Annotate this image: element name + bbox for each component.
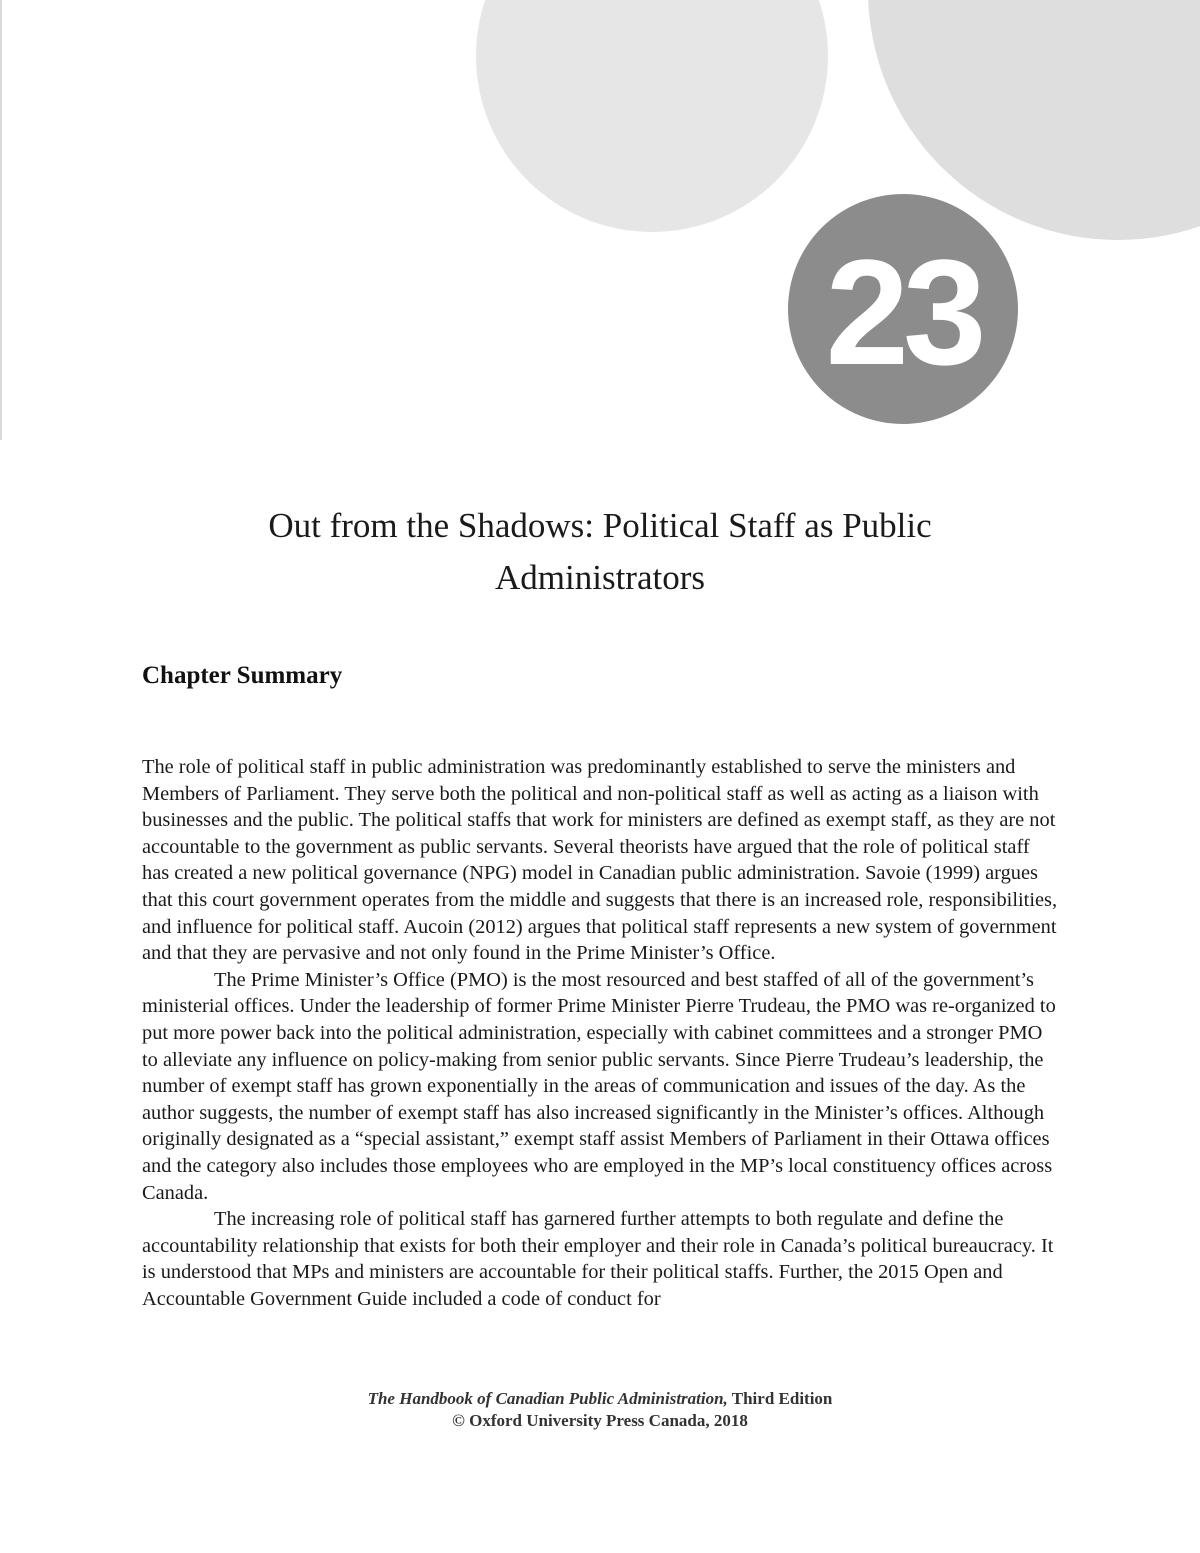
chapter-title: Out from the Shadows: Political Staff as Public Administrators	[268, 506, 932, 597]
paragraph: The Prime Minister’s Office (PMO) is the most resourced and best staffed of all of the government’s ministerial offices. Under the leadership of former Prime Minister Pierre Trudeau, the PMO was re-organized to put more power back into the political administration, especially with cabinet committees and a stronger PMO to alleviate any influence on policy-making from senior public servants. Since Pierre Trudeau’s leadership, the number of exempt staff has grown exponentially in the areas of communication and issues of the day. As the author suggests, the number of exempt staff has also increased significantly in the Minister’s offices. Although originally designated as a “special assistant,” exempt staff assist Members of Parliament in their Ottawa offices and the category also includes those employees who are employed in the MP’s local constituency offices across Canada.	[142, 968, 1056, 1204]
paragraph: The role of political staff in public administration was predominantly established to serve the ministers and Members of Parliament. They serve both the political and non-political staff as well as acting as a liaison with businesses and the public. The political staffs that work for ministers are defined as exempt staff, as they are not accountable to the government as public servants. Several theorists have argued that the role of political staff has created a new political governance (NPG) model in Canadian public administration. Savoie (1999) argues that this court government operates from the middle and suggests that there is an increased role, responsibilities, and influence for political staff. Aucoin (2012) argues that political staff represents a new system of government and that they are pervasive and not only found in the Prime Minister’s Office.	[142, 756, 1058, 965]
footer-citation	[200, 1388, 1000, 1410]
footer-copyright: © Oxford University Press Canada, 2018	[452, 1411, 748, 1430]
page-edge-line	[0, 0, 2, 440]
decorative-circle-large	[476, 0, 828, 232]
section-heading: Chapter Summary	[142, 662, 343, 689]
footer-book-title: The Handbook of Canadian Public Administration,	[367, 1389, 728, 1408]
chapter-number: 23	[825, 228, 981, 396]
chapter-number-badge	[788, 194, 1018, 424]
paragraph: The increasing role of political staff has garnered further attempts to both regulate and define the accountability relationship that exists for both their employer and their role in Canada’s political bureaucracy. It is understood that MPs and ministers are accountable for their political staffs. Further, the 2015 Open and Accountable Government Guide included a code of conduct for	[142, 1208, 1054, 1310]
page-footer	[200, 1388, 1000, 1432]
footer-edition: Third Edition	[727, 1389, 833, 1408]
summary-body	[142, 754, 1060, 1312]
